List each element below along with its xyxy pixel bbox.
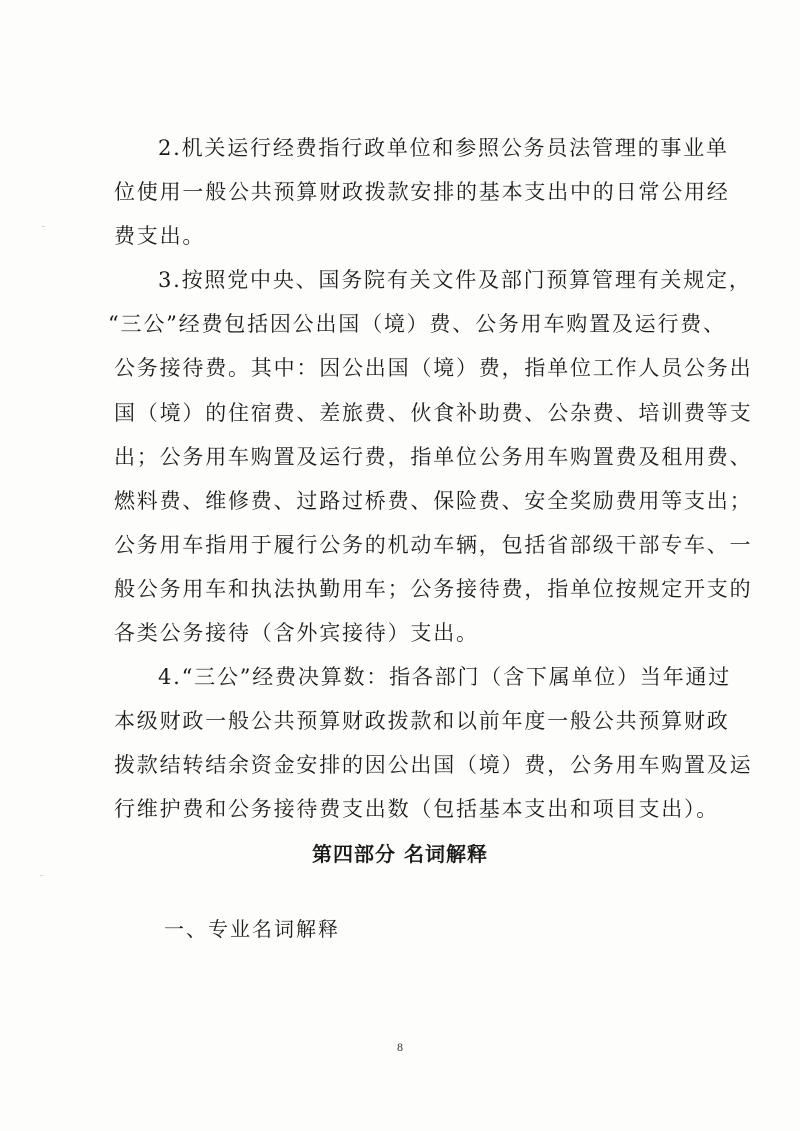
page-number: 8 <box>397 1040 403 1054</box>
paragraph-4-line-1: 4.“三公”经费决算数：指各部门（含下属单位）当年通过 <box>158 665 732 689</box>
paragraph-4-line-3: 拨款结转结余资金安排的因公出国（境）费，公务用车购置及运 <box>114 753 753 777</box>
paragraph-3-line-7: 公务用车指用于履行公务的机动车辆，包括省部级干部专车、一 <box>114 533 753 557</box>
scan-artifact <box>40 875 43 876</box>
paragraph-4-line-4: 行维护费和公务接待费支出数（包括基本支出和项目支出）。 <box>114 797 720 821</box>
paragraph-3-line-1: 3.按照党中央、国务院有关文件及部门预算管理有关规定， <box>158 268 752 292</box>
paragraph-3-line-8: 般公务用车和执法执勤用车；公务接待费，指单位按规定开支的 <box>114 577 753 601</box>
paragraph-3-line-5: 出；公务用车购置及运行费，指单位公务用车购置费及租用费、 <box>114 445 753 469</box>
scan-artifact <box>42 226 45 227</box>
paragraph-2-line-1: 2.机关运行经费指行政单位和参照公务员法管理的事业单 <box>158 136 729 160</box>
paragraph-3-line-2: “三公”经费包括因公出国（境）费、公务用车购置及运行费、 <box>108 312 726 336</box>
paragraph-3-line-3: 公务接待费。其中：因公出国（境）费，指单位工作人员公务出 <box>114 356 753 380</box>
subsection-heading: 一、专业名词解释 <box>164 917 340 941</box>
paragraph-3-line-6: 燃料费、维修费、过路过桥费、保险费、安全奖励费用等支出； <box>114 489 753 513</box>
paragraph-3-line-9: 各类公务接待（含外宾接待）支出。 <box>114 621 479 645</box>
paragraph-4-line-2: 本级财政一般公共预算财政拨款和以前年度一般公共预算财政 <box>114 709 730 733</box>
paragraph-2-line-2: 位使用一般公共预算财政拨款安排的基本支出中的日常公用经 <box>114 180 730 204</box>
section-heading: 第四部分 名词解释 <box>312 842 488 866</box>
paragraph-2-line-3: 费支出。 <box>114 224 206 248</box>
paragraph-3-line-4: 国（境）的住宿费、差旅费、伙食补助费、公杂费、培训费等支 <box>114 401 753 425</box>
